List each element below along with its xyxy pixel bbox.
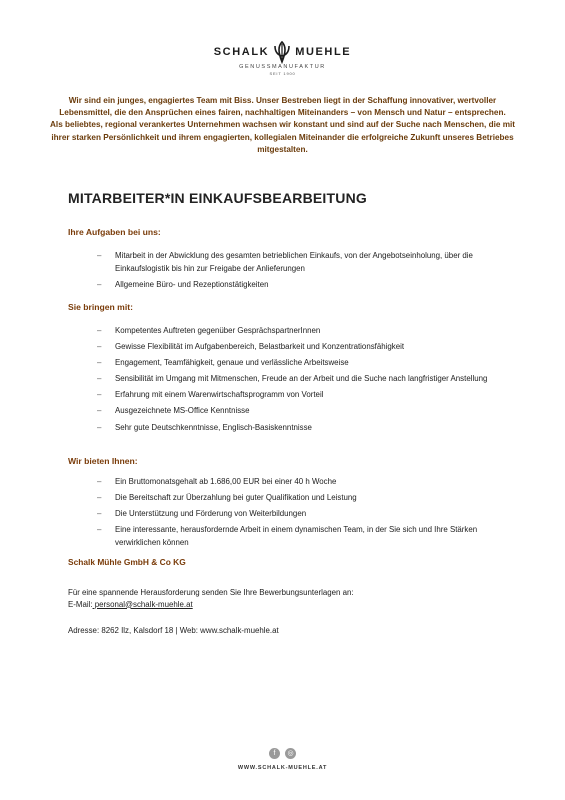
list-item: – Erfahrung mit einem Warenwirtschaftsprogramm von Vorteil <box>68 389 508 402</box>
list-item: – Eine interessante, herausfordernde Arbeit in einem dynamischen Team, in der Sie sich und Ihre Stärken verwirklichen können <box>97 525 478 547</box>
instagram-icon[interactable]: ◎ <box>285 748 296 759</box>
footer <box>0 748 565 771</box>
intro-paragraph-2: Als beliebtes, regional verankertes Unternehmen wachsen wir konstant und sind auf der Suche nach Menschen, die mit ihrer starken Persönlichkeit und ihrem engagierten, kollegialen Miteinander die erfolgreiche Zukunft unseres Betriebes mitgestalten. <box>50 120 515 154</box>
bullet-dash: – <box>97 477 102 486</box>
company-name: Schalk Mühle GmbH & Co KG <box>68 557 186 567</box>
list-item: – Die Unterstützung und Förderung von Weiterbildungen <box>68 508 508 521</box>
list-item: – Kompetentes Auftreten gegenüber GesprächspartnerInnen <box>68 325 508 338</box>
social-icons <box>0 748 565 759</box>
bullet-dash: – <box>97 374 102 384</box>
logo-since: SEIT 1900 <box>269 71 296 76</box>
bullet-dash: – <box>97 279 102 289</box>
application-text: Für eine spannende Herausforderung senden Sie Ihre Bewerbungsunterlagen an: <box>68 588 354 597</box>
bullet-dash: – <box>97 358 102 368</box>
bullet-dash: – <box>97 422 102 432</box>
email-label: E-Mail: <box>68 599 93 609</box>
list-item: – Engagement, Teamfähigkeit, genaue und verlässliche Arbeitsweise <box>68 357 508 370</box>
tasks-heading: Ihre Aufgaben bei uns: <box>68 227 161 237</box>
company-logo <box>0 40 565 76</box>
list-item: – Allgemeine Büro- und Rezeptionstätigkeiten <box>68 279 508 292</box>
list-item: – Gewisse Flexibilität im Aufgabenbereich, Belastbarkeit und Konzentrationsfähigkeit <box>68 341 508 354</box>
list-item: – Sensibilität im Umgang mit Mitmenschen, Freude an der Arbeit und die Suche nach langfristiger Anstellung <box>68 373 508 386</box>
intro-paragraph-1: Wir sind ein junges, engagiertes Team mit Biss. Unser Bestreben liegt in der Schaffung innovativer, wertvoller Lebensmittel, die den Ansprüchen eines fairen, nachhaltigen Miteinanders – von Mensch und Natur – entsprechen. <box>59 96 506 118</box>
list-item: – Ausgezeichnete MS-Office Kenntnisse <box>68 405 508 418</box>
bullet-dash: – <box>97 406 102 416</box>
profile-heading: Sie bringen mit: <box>68 302 133 312</box>
profile-list <box>68 325 508 438</box>
tasks-list <box>68 250 508 295</box>
intro-text <box>48 95 517 156</box>
footer-website[interactable]: WWW.SCHALK-MUEHLE.AT <box>237 765 328 771</box>
address-line: Adresse: 8262 Ilz, Kalsdorf 18 | Web: www.schalk-muehle.at <box>68 626 279 635</box>
logo-word-left: SCHALK <box>213 46 270 58</box>
bullet-dash: – <box>97 251 102 260</box>
job-title: MITARBEITER*IN EINKAUFSBEARBEITUNG <box>68 190 367 206</box>
bullet-dash: – <box>97 390 102 400</box>
bullet-dash: – <box>97 342 102 352</box>
offer-heading: Wir bieten Ihnen: <box>68 456 138 466</box>
list-item: – Sehr gute Deutschkenntnisse, Englisch-Basiskenntnisse <box>68 422 508 435</box>
logo-subtitle: GENUSSMANUFAKTUR <box>239 64 326 70</box>
list-item: – Ein Bruttomonatsgehalt ab 1.686,00 EUR bei einer 40 h Woche <box>68 476 508 489</box>
bullet-dash: – <box>97 326 102 335</box>
email-line <box>68 599 354 611</box>
offer-list <box>68 476 508 553</box>
wheat-icon <box>272 40 292 64</box>
facebook-icon[interactable]: f <box>269 748 280 759</box>
list-item: – Mitarbeit in der Abwicklung des gesamten betrieblichen Einkaufs, von der Angebotseinholung, über die Einkaufslogistik bis hin zur Freigabe der Anlieferungen <box>97 251 473 273</box>
bullet-dash: – <box>97 509 102 519</box>
bullet-dash: – <box>97 525 102 535</box>
application-info <box>68 587 354 610</box>
bullet-dash: – <box>97 493 102 503</box>
logo-word-right: MUEHLE <box>295 46 352 58</box>
list-item: – Die Bereitschaft zur Überzahlung bei guter Qualifikation und Leistung <box>68 492 508 505</box>
email-link[interactable]: personal@schalk-muehle.at <box>92 599 193 609</box>
